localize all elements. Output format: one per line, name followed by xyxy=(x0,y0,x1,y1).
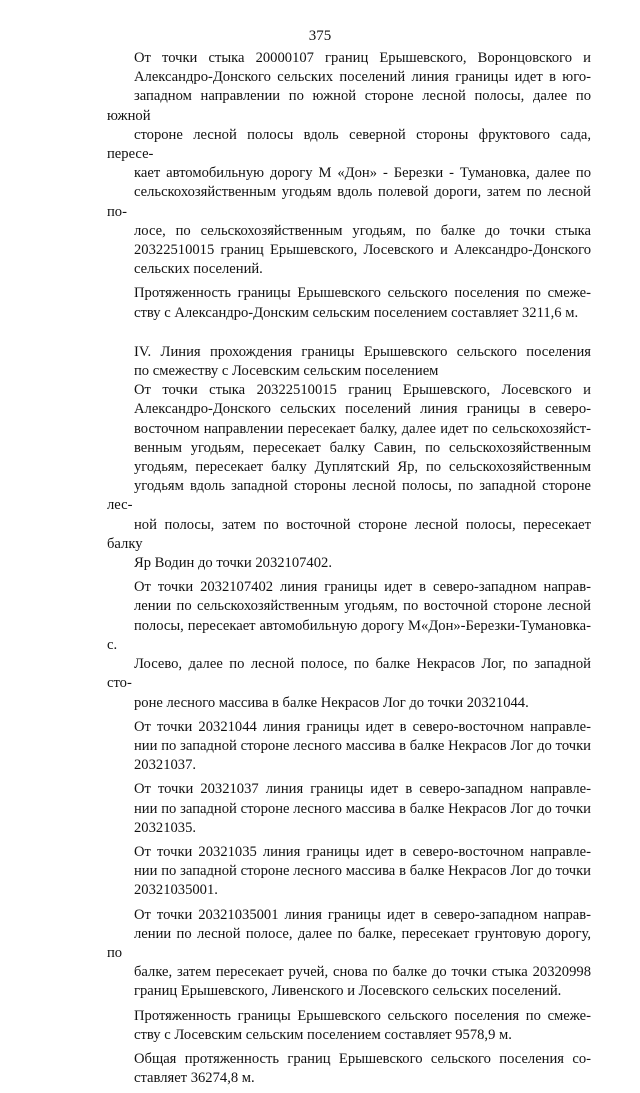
heading-line: IV. Линия прохождения границы Ерышевского сельского поселения xyxy=(134,343,591,360)
paragraph-line: 20321037. xyxy=(134,757,197,774)
paragraph-line: Лосево, далее по лесной полосе, по балке Некрасов Лог, по западной сто- xyxy=(107,656,591,692)
paragraph-line: Общая протяженность границ Ерышевского сельского поселения со- xyxy=(134,1050,591,1067)
paragraph-line: Александро-Донского сельских поселений линия границы в северо- xyxy=(134,401,591,418)
section-iv-body xyxy=(107,381,591,1088)
paragraph xyxy=(107,49,591,279)
paragraph-line: Протяженность границы Ерышевского сельского поселения по смеже- xyxy=(134,1007,591,1024)
paragraph-line: 20322510015 границ Ерышевского, Лосевского и Александро-Донского xyxy=(134,242,591,259)
paragraph-line: ству с Лосевским сельским поселением составляет 9578,9 м. xyxy=(134,1026,512,1043)
paragraph-line: полосы, пересекает автомобильную дорогу М«Дон»-Березки-Тумановка-с. xyxy=(107,617,591,653)
paragraph-line: западном направлении по южной стороне лесной полосы, далее по южной xyxy=(107,88,591,124)
paragraph-line: нии по западной стороне лесного массива в балке Некрасов Лог до точки xyxy=(134,800,591,817)
paragraph-line: Яр Водин до точки 2032107402. xyxy=(134,555,332,572)
paragraph-line: От точки 2032107402 линия границы идет в северо-западном направ- xyxy=(134,579,591,596)
paragraph-line: нии по западной стороне лесного массива в балке Некрасов Лог до точки xyxy=(134,863,591,880)
paragraph-line: лении по лесной полосе, далее по балке, пересекает грунтовую дорогу, по xyxy=(107,925,591,961)
paragraph-line: венным угодьям, пересекает балку Савин, по сельскохозяйственным xyxy=(134,439,591,456)
paragraph-line: ставляет 36274,8 м. xyxy=(134,1070,255,1087)
paragraph-line: восточном направлении пересекает балку, далее идет по сельскохозяйст- xyxy=(134,420,591,437)
paragraph-line: угодьям, пересекает балку Дуплятский Яр, по сельскохозяйственным xyxy=(134,459,591,476)
paragraph-line: угодьям вдоль западной стороны лесной полосы, по западной стороне лес- xyxy=(107,478,591,514)
paragraph xyxy=(107,780,591,838)
paragraph xyxy=(107,906,591,1002)
paragraph-line: От точки 20321035001 линия границы идет в северо-западном направ- xyxy=(134,906,591,923)
paragraph xyxy=(107,843,591,901)
paragraph-line: нии по западной стороне лесного массива в балке Некрасов Лог до точки xyxy=(134,737,591,754)
paragraph-line: лении по сельскохозяйственным угодьям, по восточной стороне лесной xyxy=(134,598,591,615)
paragraph-line: От точки 20321044 линия границы идет в северо-восточном направле- xyxy=(134,718,591,735)
document-body xyxy=(107,49,591,1093)
section-heading-iv xyxy=(107,343,591,381)
paragraph-line: От точки стыка 20000107 границ Ерышевского, Воронцовского и xyxy=(134,50,591,66)
paragraph-line: Протяженность границы Ерышевского сельского поселения по смеже- xyxy=(134,285,591,302)
paragraph-line: стороне лесной полосы вдоль северной стороны фруктового сада, пересе- xyxy=(107,126,591,163)
paragraph xyxy=(107,718,591,776)
paragraph-line: Александро-Донского сельских поселений линия границы идет в юго- xyxy=(134,69,591,86)
paragraph xyxy=(107,1050,591,1088)
heading-line: по смежеству с Лосевским сельским поселением xyxy=(134,363,439,380)
section-iii-tail xyxy=(107,49,591,323)
page-number: 375 xyxy=(308,28,332,44)
paragraph-line: кает автомобильную дорогу М «Дон» - Березки - Тумановка, далее по xyxy=(134,165,591,182)
paragraph-line: лосе, по сельскохозяйственным угодьям, по балке до точки стыка xyxy=(134,222,591,239)
paragraph xyxy=(107,381,591,573)
paragraph-line: роне лесного массива в балке Некрасов Лог до точки 20321044. xyxy=(134,694,529,711)
paragraph xyxy=(107,284,591,322)
paragraph-line: 20321035001. xyxy=(134,882,218,899)
paragraph-line: ству с Александро-Донским сельским поселением составляет 3211,6 м. xyxy=(134,304,579,321)
paragraph-line: ной полосы, затем по восточной стороне лесной полосы, пересекает балку xyxy=(107,516,591,552)
paragraph-line: сельскохозяйственным угодьям вдоль полевой дороги, затем по лесной по- xyxy=(107,184,591,220)
paragraph xyxy=(107,578,591,712)
paragraph xyxy=(107,1007,591,1045)
paragraph-line: 20321035. xyxy=(134,819,197,836)
paragraph-line: границ Ерышевского, Ливенского и Лосевского сельских поселений. xyxy=(134,983,562,1000)
paragraph-line: От точки 20321037 линия границы идет в северо-западном направле- xyxy=(134,781,591,798)
paragraph-line: От точки стыка 20322510015 границ Ерышевского, Лосевского и xyxy=(134,382,591,399)
paragraph-line: балке, затем пересекает ручей, снова по балке до точки стыка 20320998 xyxy=(134,964,591,981)
paragraph-line: От точки 20321035 линия границы идет в северо-восточном направле- xyxy=(134,843,591,860)
paragraph-line: сельских поселений. xyxy=(134,261,263,278)
